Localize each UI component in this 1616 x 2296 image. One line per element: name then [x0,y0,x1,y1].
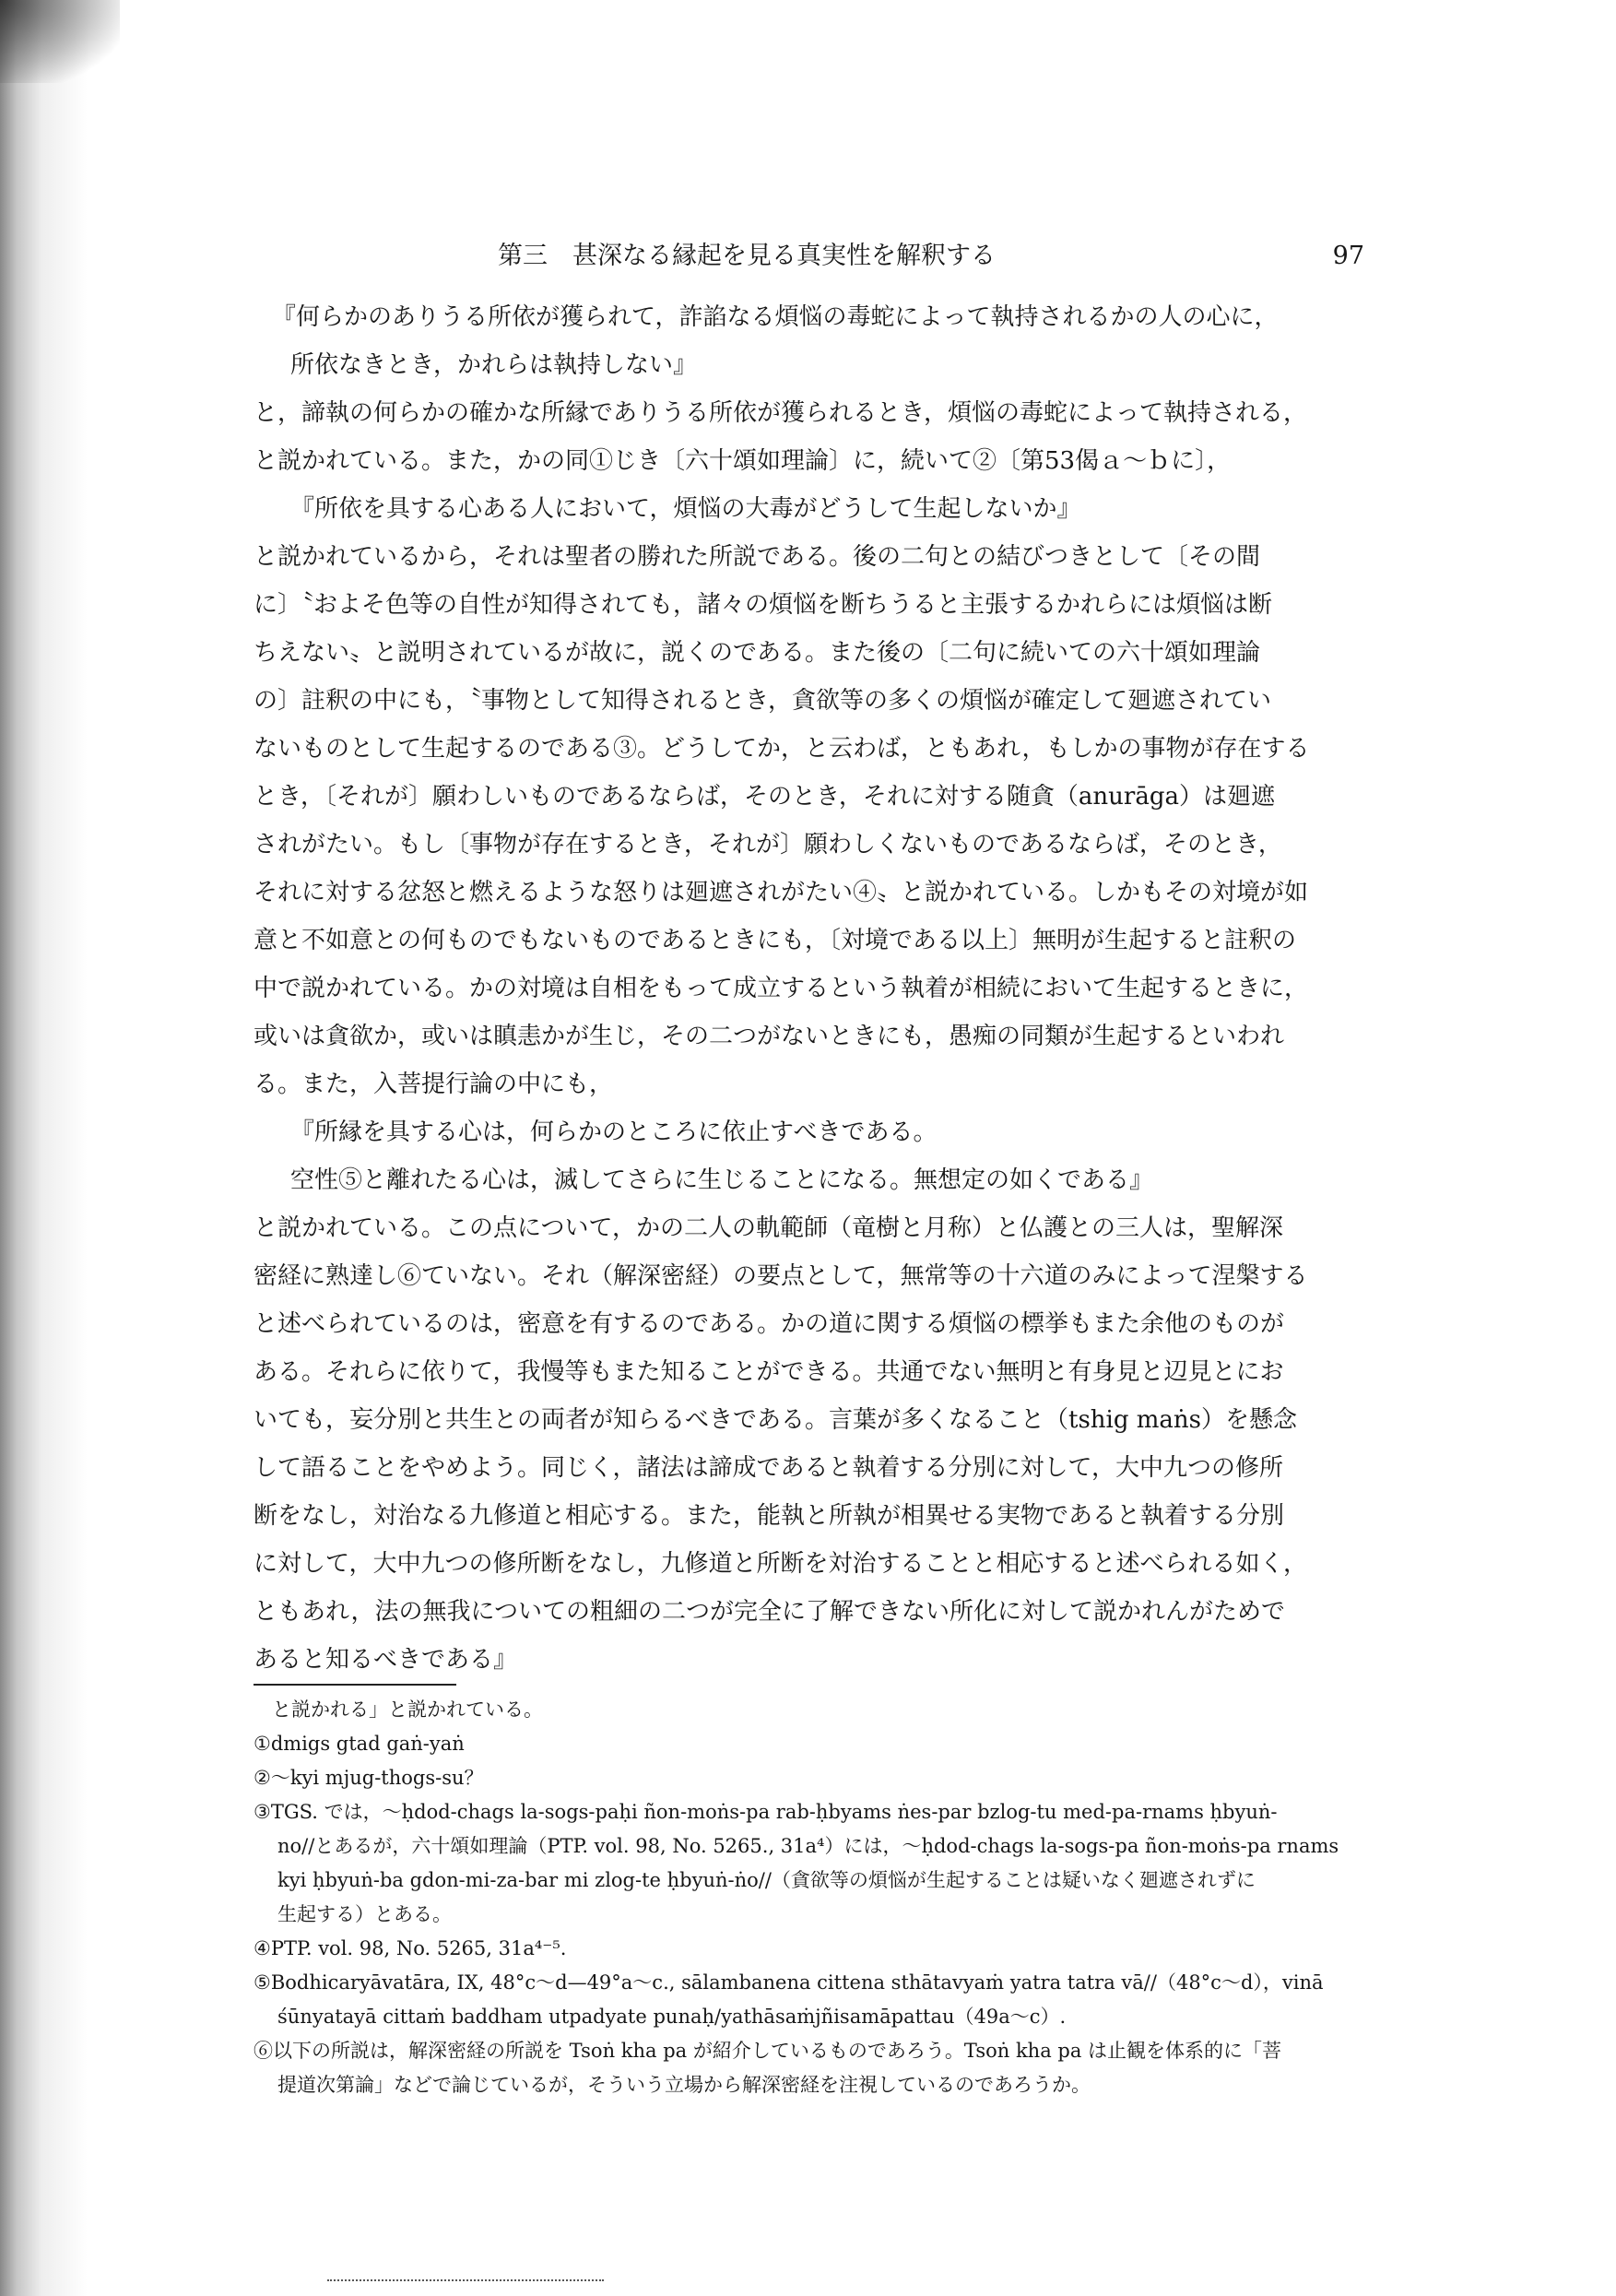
text-line: 『所縁を具する心は，何らかのところに依止すべきである。 [290,1118,938,1146]
footnote-line: ①dmigs gtad gaṅ-yaṅ [254,1733,465,1755]
text-line: 所依なきとき，かれらは執持しない』 [290,351,697,379]
footnote-separator [254,1684,456,1686]
running-header [498,238,1364,275]
text-line: ともあれ，法の無我についての粗細の二つが完全に了解できない所化に対して説かれんがためで [254,1598,1286,1626]
footnote-line: 生起する）とある。 [277,1903,452,1925]
text-line: 中で説かれている。かの対境は自相をもって成立するという執着が相続において生起するときに， [254,975,1309,1002]
footnote-line: no//とあるが，六十頌如理論（PTP. vol. 98, No. 5265., 31a⁴）には，～ḥdod-chags la-sogs-pa ñon-moṅs-pa rnams [277,1835,1339,1857]
text-line: 空性⑤と離れたる心は，滅してさらに生じることになる。無想定の如くである』 [290,1166,1154,1194]
footnote-line: ⑤Bodhicaryāvatāra, IX, 48°c～d—49°a～c., sālambanena cittena sthātavyaṁ yatra tatra vā//（48°c～d），vinā [254,1971,1324,1994]
text-line: と，諦執の何らかの確かな所縁でありうる所依が獲られるとき，煩悩の毒蛇によって執持される， [254,399,1307,427]
scan-shadow-corner [0,0,120,83]
text-line: して語ることをやめよう。同じく，諸法は諦成であると執着する分別に対して，大中九つの修所 [254,1454,1283,1482]
footnote-line: ③TGS. では，～ḥdod-chags la-sogs-paḥi ñon-moṅs-pa rab-ḥbyams ṅes-par bzlog-tu med-pa-rnams ḥbyuṅ- [254,1801,1278,1823]
page-number: 97 [1332,242,1364,270]
scan-artifact [327,2279,604,2281]
footnote-line: ⑥以下の所説は，解深密経の所説を Tsoṅ kha pa が紹介しているものであろう。Tsoṅ kha pa は止観を体系的に「菩 [254,2040,1282,2062]
footnote-line: ④PTP. vol. 98, No. 5265, 31a⁴⁻⁵. [254,1937,567,1959]
text-line: それに対する忿怒と燃えるような怒りは廻遮されがたい④〟と説かれている。しかもその対境が如 [254,879,1309,906]
text-line: と述べられているのは，密意を有するのである。かの道に関する煩悩の標挙もまた余他のものが [254,1310,1285,1338]
footnote-line: と説かれる」と説かれている。 [272,1698,543,1721]
text-line: の〕註釈の中にも，〝事物として知得されるとき，貪欲等の多くの煩悩が確定して廻遮されてい [254,687,1271,715]
text-line: 『何らかのありうる所依が獲られて，詐諂なる煩悩の毒蛇によって執持されるかの人の心に， [272,303,1279,331]
text-line: ちえない〟と説明されているが故に，説くのである。また後の〔二句に続いての六十頌如理論 [254,639,1261,667]
text-line: 『所依を具する心ある人において，煩悩の大毒がどうして生起しないか』 [290,495,1081,523]
text-line: 意と不如意との何ものでもないものであるときにも，〔対境である以上〕無明が生起すると註釈の [254,927,1297,954]
footnote-line: ②～kyi mjug-thogs-su？ [254,1767,484,1789]
footnote-line: śūnyatayā cittaṁ baddham utpadyate punaḥ/yathāsaṁjñisamāpattau（49a～c）. [277,2006,1067,2028]
text-line: されがたい。もし〔事物が存在するとき，それが〕願わしくないものであるならば，そのとき， [254,831,1282,858]
text-line: と説かれている。また，かの同①じき〔六十頌如理論〕に，続いて②〔第53偈ａ～ｂに〕， [254,447,1232,475]
text-line: ないものとして生起するのである③。どうしてか，と云わば，ともあれ，もしかの事物が存在する [254,735,1310,763]
text-line: と説かれているから，それは聖者の勝れた所説である。後の二句との結びつきとして〔その間 [254,543,1261,571]
text-line: 或いは貪欲か，或いは瞋恚かが生じ，その二つがないときにも，愚痴の同類が生起するといわれ [254,1023,1285,1050]
main-text [254,293,1374,1684]
text-line: る。また，入菩提行論の中にも， [254,1071,614,1098]
text-line: 断をなし，対治なる九修道と相応する。また，能執と所執が相異せる実物であると執着する分別 [254,1502,1285,1530]
text-line: ある。それらに依りて，我慢等もまた知ることができる。共通でない無明と有身見と辺見とにお [254,1358,1284,1386]
chapter-title: 第三 甚深なる縁起を見る真実性を解釈する [498,242,996,270]
text-line: に〕〝およそ色等の自性が知得されても，諸々の煩悩を断ちうると主張するかれらには煩悩は断 [254,591,1273,619]
text-line: いても，妄分別と共生との両者が知らるべきである。言葉が多くなること（tshig maṅs）を懸念 [254,1406,1298,1434]
scan-shadow-left [0,0,88,2296]
text-line: と説かれている。この点について，かの二人の軌範師（竜樹と月称）と仏護との三人は，聖解深 [254,1214,1283,1242]
footnote-line: kyi ḥbyuṅ-ba gdon-mi-za-bar mi zlog-te ḥbyuṅ-ṅo//（貪欲等の煩悩が生起することは疑いなく廻遮されずに [277,1869,1256,1891]
text-line: とき，〔それが〕願わしいものであるならば，そのとき，それに対する随貪（anurāga）は廻遮 [254,783,1275,811]
footnote-line: 提道次第論」などで論じているが，そういう立場から解深密経を注視しているのであろうか。 [277,2074,1091,2096]
text-line: あると知るべきである』 [254,1646,518,1674]
text-line: 密経に熟達し⑥ていない。それ（解深密経）の要点として，無常等の十六道のみによって涅槃する [254,1262,1308,1290]
footnotes [254,1693,1374,2102]
text-line: に対して，大中九つの修所断をなし，九修道と所断を対治することと相応すると述べられる如く， [254,1550,1307,1578]
